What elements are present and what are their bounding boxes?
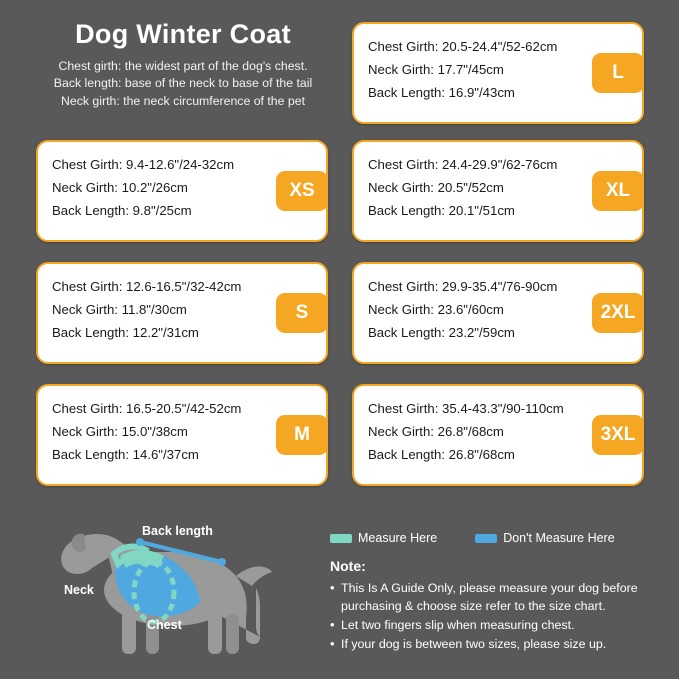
chest-label: Chest — [147, 618, 182, 632]
notes-list — [330, 580, 670, 654]
size-card-xl — [352, 140, 644, 242]
back-length-row: Back Length: 26.8"/68cm — [368, 447, 515, 463]
dog-illustration — [22, 506, 322, 666]
legend-measure-label: Measure Here — [358, 531, 438, 545]
size-card-2xl — [352, 262, 644, 364]
size-badge: S — [276, 293, 328, 333]
legend-dont-measure-label: Don't Measure Here — [503, 531, 615, 545]
back-length-row: Back Length: 9.8"/25cm — [52, 203, 192, 219]
size-card-l — [352, 22, 644, 124]
size-card-xs — [36, 140, 328, 242]
size-badge: 3XL — [592, 415, 644, 455]
chest-girth-row: Chest Girth: 12.6-16.5"/32-42cm — [52, 279, 242, 294]
size-badge: 2XL — [592, 293, 644, 333]
back-length-row: Back Length: 23.2"/59cm — [368, 325, 515, 341]
note-item: • Let two fingers slip when measuring chest. — [330, 617, 670, 635]
neck-girth-row: Neck Girth: 17.7"/45cm — [368, 62, 504, 78]
measure-swatch-icon — [330, 534, 352, 543]
page-title: Dog Winter Coat — [75, 19, 291, 49]
subtitle-line-3: Neck girth: the neck circumference of the pet — [60, 93, 305, 108]
neck-girth-row: Neck Girth: 23.6"/60cm — [368, 302, 504, 318]
dont-measure-swatch-icon — [475, 534, 497, 543]
size-card-s — [36, 262, 328, 364]
neck-girth-row: Neck Girth: 10.2"/26cm — [52, 180, 188, 196]
neck-girth-row: Neck Girth: 11.8"/30cm — [52, 302, 187, 318]
title-block — [28, 20, 338, 110]
size-card-3xl — [352, 384, 644, 486]
size-card-m — [36, 384, 328, 486]
chest-girth-row: Chest Girth: 16.5-20.5"/42-52cm — [52, 401, 242, 416]
neck-girth-row: Neck Girth: 26.8"/68cm — [368, 424, 504, 440]
legend-item-dont-measure — [475, 531, 614, 545]
subtitle-line-1: Chest girth: the widest part of the dog's chest. — [58, 58, 308, 73]
neck-girth-row: Neck Girth: 15.0"/38cm — [52, 424, 188, 440]
size-badge: XL — [592, 171, 644, 211]
back-length-row: Back Length: 14.6"/37cm — [52, 447, 199, 463]
chest-girth-row: Chest Girth: 24.4-29.9"/62-76cm — [368, 157, 558, 172]
neck-label: Neck — [64, 583, 94, 597]
chest-girth-row: Chest Girth: 35.4-43.3"/90-110cm — [368, 401, 564, 416]
size-badge: XS — [276, 171, 328, 211]
chest-girth-row: Chest Girth: 9.4-12.6"/24-32cm — [52, 157, 235, 172]
notes-heading: Note: — [330, 558, 366, 574]
back-length-row: Back Length: 16.9"/43cm — [368, 85, 515, 101]
legend-item-measure — [330, 531, 437, 545]
back-length-row: Back Length: 20.1"/51cm — [368, 203, 515, 219]
back-length-row: Back Length: 12.2"/31cm — [52, 325, 199, 341]
neck-girth-row: Neck Girth: 20.5"/52cm — [368, 180, 504, 196]
subtitle-line-2: Back length: base of the neck to base of the tail — [53, 76, 313, 91]
chest-girth-row: Chest Girth: 29.9-35.4"/76-90cm — [368, 279, 558, 294]
note-item: • This Is A Guide Only, please measure your dog before purchasing & choose size refer to the size chart. — [330, 580, 670, 616]
note-item: • If your dog is between two sizes, please size up. — [330, 636, 670, 654]
size-badge: M — [276, 415, 328, 455]
chest-girth-row: Chest Girth: 20.5-24.4"/52-62cm — [368, 39, 558, 54]
back-length-label: Back length — [142, 524, 213, 538]
legend — [330, 531, 615, 545]
size-badge: L — [592, 53, 644, 93]
